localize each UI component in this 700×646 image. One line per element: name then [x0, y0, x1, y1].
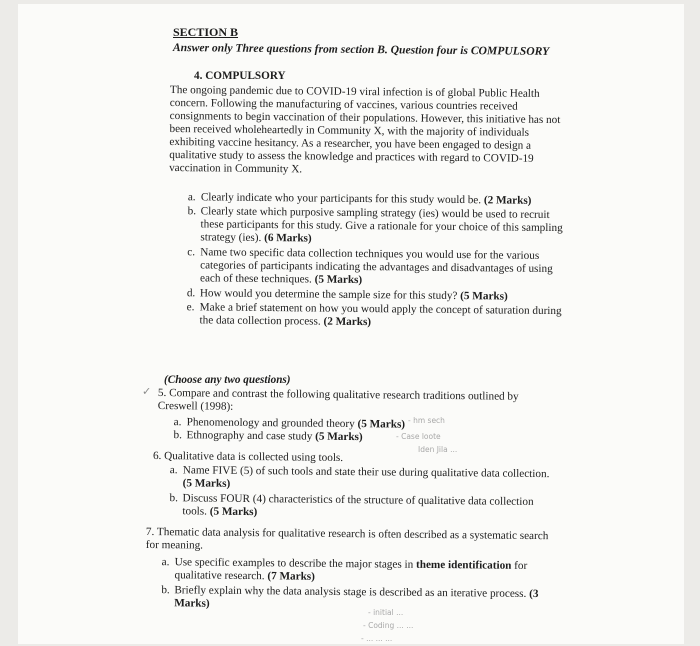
- q7-item-text: qualitative research. (7 Marks): [174, 569, 315, 583]
- exam-page: [18, 4, 684, 644]
- section-title: SECTION B: [173, 25, 239, 39]
- q4-para-line: The ongoing pandemic due to COVID-19 viral infection is of global Public Health: [169, 84, 540, 100]
- q4-item-text: Clearly indicate who your participants for this study would be. (2 Marks): [200, 191, 532, 207]
- q5-item-text: Ethnography and case study (5 Marks): [186, 429, 363, 444]
- q4-item-label: c.: [187, 246, 196, 259]
- q7-line: 7. Thematic data analysis for qualitative research is often described as a systematic search: [145, 525, 549, 543]
- q4-item-label: e.: [186, 301, 195, 314]
- q7-item-label: b.: [161, 584, 170, 597]
- q4-item-text: Make a brief statement on how you would apply the concept of saturation during: [199, 301, 562, 318]
- q4-item-label: a.: [187, 191, 196, 204]
- handwritten-note: - Case loote: [396, 432, 441, 441]
- handwritten-note: - ... ... ...: [361, 634, 393, 643]
- check-mark-icon: ✓: [141, 384, 152, 398]
- q7-item-text: Briefly explain why the data analysis stage is described as an iterative process. (3: [174, 584, 539, 601]
- q4-item-text: strategy (ies). (6 Marks): [200, 231, 312, 245]
- q5-line: 5. Compare and contrast the following qualitative research traditions outlined by: [157, 387, 519, 403]
- q4-item-text: Name two specific data collection techniques you would use for the various: [200, 246, 540, 262]
- q7-item-label: a.: [161, 556, 170, 569]
- q5-item-label: b.: [173, 429, 182, 442]
- handwritten-note: - Coding ... ...: [363, 621, 414, 630]
- handwritten-note: - initial ...: [368, 608, 404, 617]
- section-instruction: Answer only Three questions from section B. Question four is COMPULSORY: [172, 41, 550, 58]
- q6-item-label: b.: [169, 492, 178, 505]
- q4-item-text: these participants for this study. Give a rationale for your choice of this sampling: [200, 218, 563, 235]
- q4-para-line: exhibiting vaccine hesitancy. As a researcher, you have been engaged to design a: [169, 135, 532, 152]
- q4-item-text: Clearly state which purposive sampling strategy (ies) would be used to recruit: [200, 205, 550, 221]
- q4-item-text: How would you determine the sample size for this study? (5 Marks): [199, 287, 508, 303]
- q6-item-text: Discuss FOUR (4) characteristics of the structure of qualitative data collection: [182, 492, 534, 508]
- q5-item-label: a.: [173, 416, 182, 429]
- q7-item-marks: Marks): [174, 597, 210, 610]
- q6-item-text: Name FIVE (5) of such tools and state their use during qualitative data collection.: [182, 464, 550, 481]
- q4-item-text: each of these techniques. (5 Marks): [199, 272, 363, 287]
- q4-para-line: vaccination in Community X.: [169, 161, 303, 176]
- q5-item-text: Phenomenology and grounded theory (5 Marks): [186, 416, 406, 431]
- q4-para-line: qualitative study to assess the knowledge and practices with regard to COVID-19: [169, 148, 534, 165]
- q4-para-line: been received wholeheartedly in Community X, with the majority of individuals: [169, 122, 530, 139]
- q7-line: for meaning.: [145, 538, 204, 552]
- q6-item-label: a.: [169, 464, 178, 477]
- q4-item-text: the data collection process. (2 Marks): [199, 314, 372, 329]
- q4-item-text: categories of participants indicating the advantages and disadvantages of using: [200, 259, 553, 276]
- q4-item-label: b.: [187, 205, 197, 218]
- handwritten-note: Iden Jila ...: [418, 445, 458, 454]
- choose-instruction: (Choose any two questions): [164, 374, 291, 386]
- q6-item-text: tools. (5 Marks): [182, 505, 258, 519]
- q4-para-line: concern. Following the manufacturing of vaccines, various countries received: [169, 96, 518, 113]
- q6-item-marks: (5 Marks): [182, 477, 231, 490]
- handwritten-note: - hm sech: [408, 416, 445, 425]
- q5-line: Creswell (1998):: [157, 399, 234, 413]
- q6-line: 6. Qualitative data is collected using tools.: [152, 450, 344, 464]
- q4-para-line: consignments to begin vaccination of their populations. However, this initiative has not: [169, 109, 561, 127]
- q7-item-text: Use specific examples to describe the major stages in theme identification for: [174, 556, 528, 572]
- q4-heading: 4. COMPULSORY: [194, 70, 286, 82]
- q4-item-label: d.: [186, 287, 196, 300]
